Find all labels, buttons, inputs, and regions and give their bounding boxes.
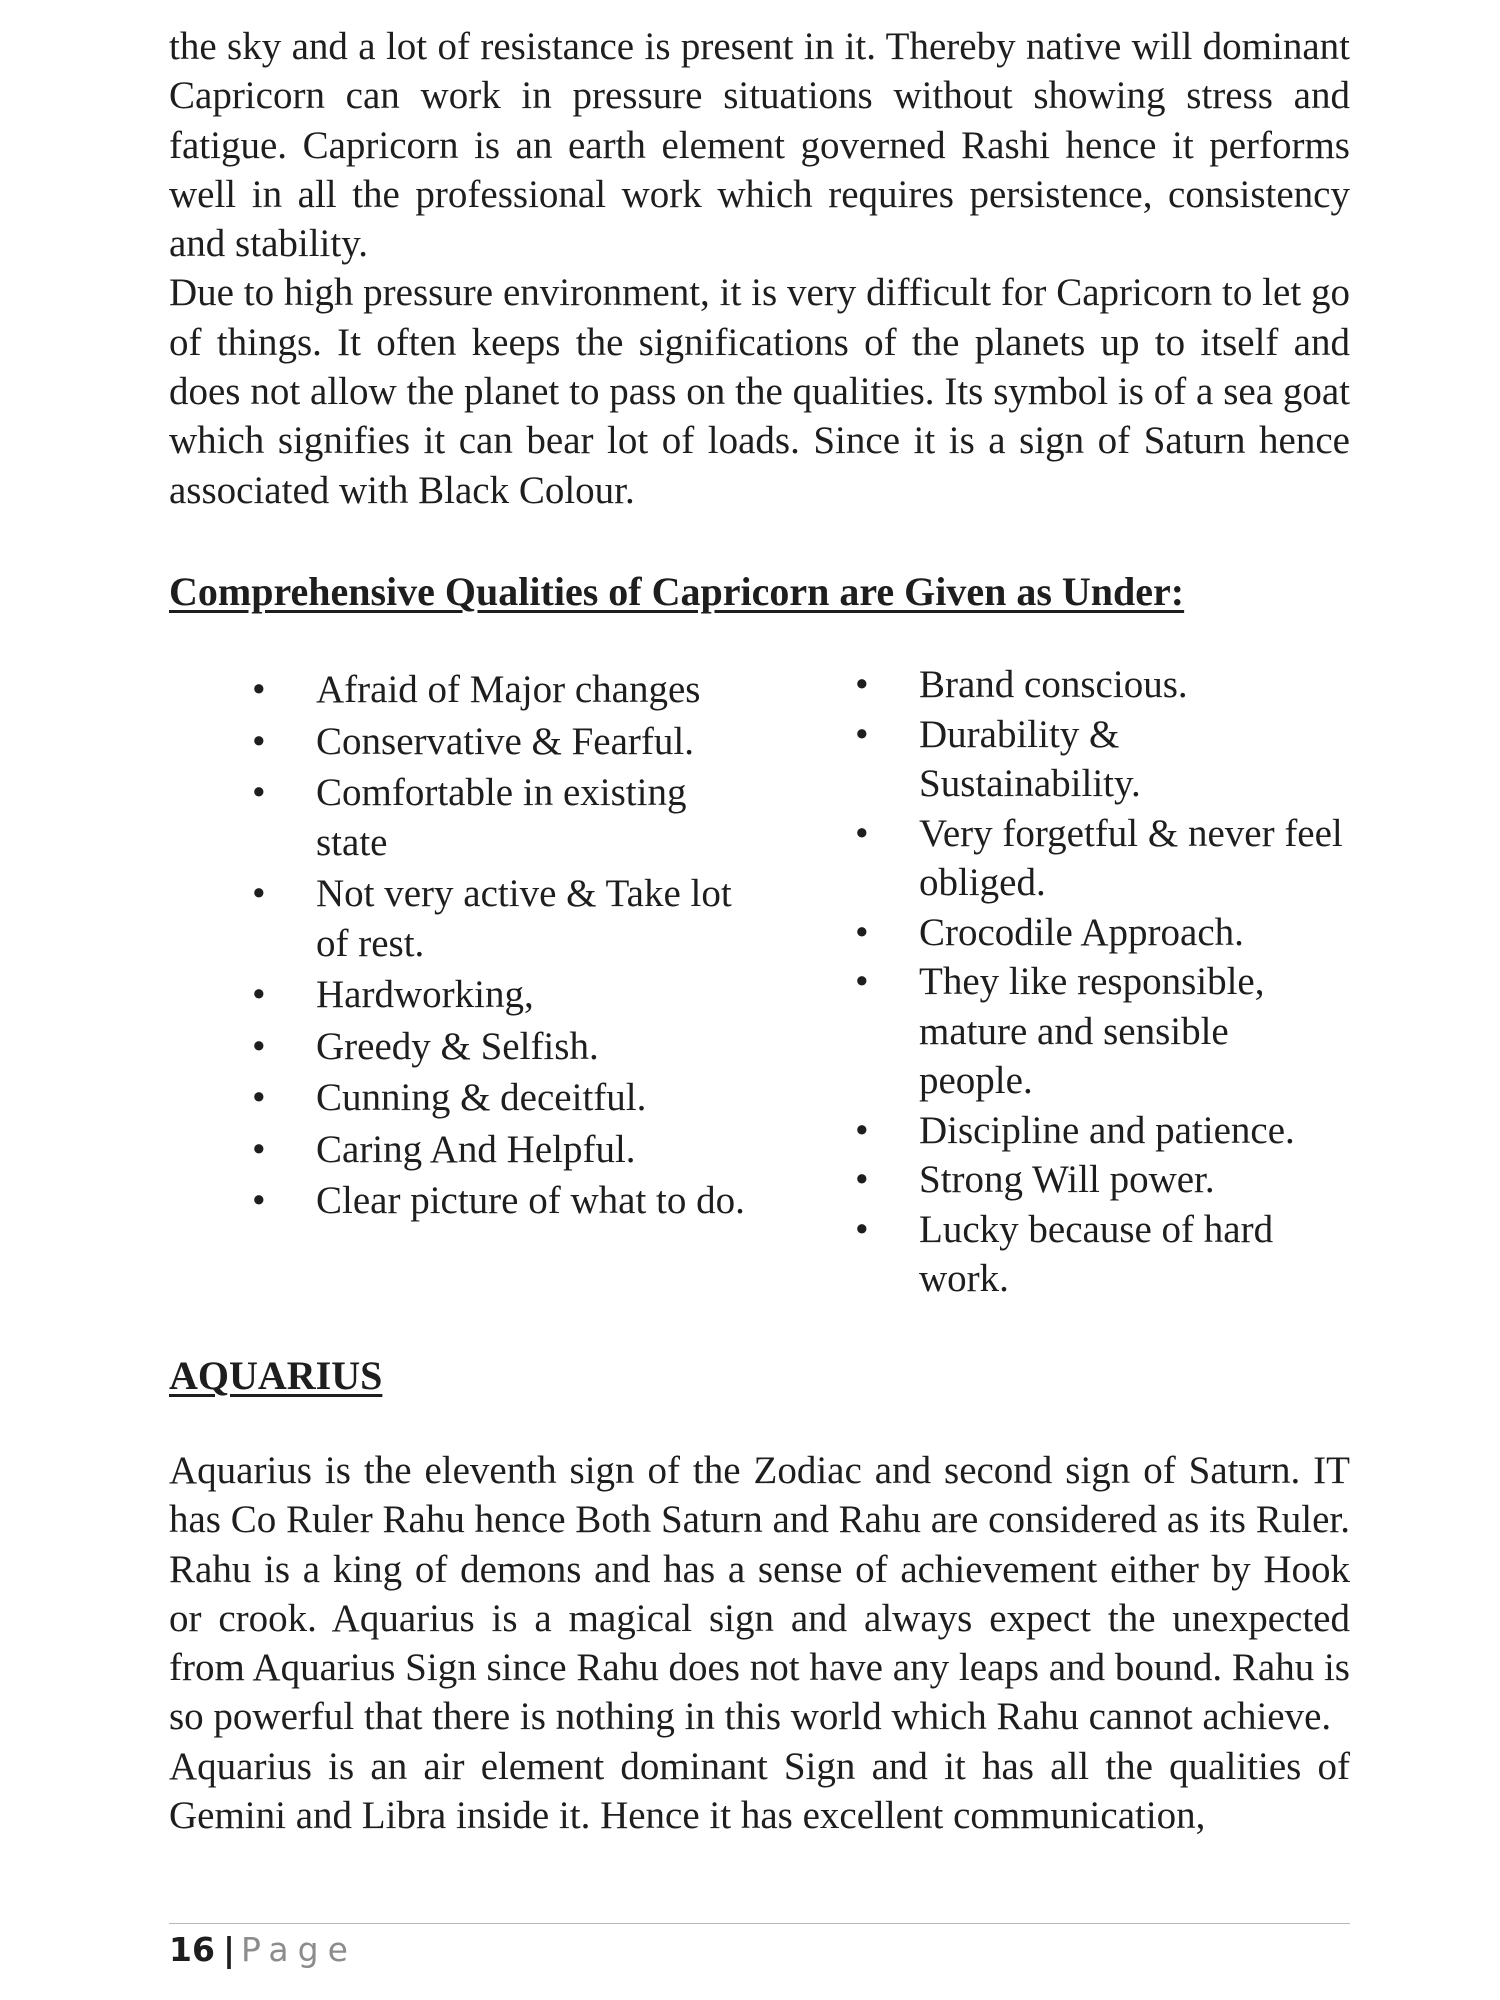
- list-item: • Brand conscious.: [919, 660, 1349, 710]
- list-item: • Greedy & Selfish.: [316, 1022, 746, 1072]
- list-item: • Afraid of Major changes: [316, 665, 746, 715]
- qualities-list-left: [316, 665, 746, 1228]
- list-item: • Crocodile Approach.: [919, 908, 1349, 958]
- aquarius-section: [169, 1446, 1350, 1840]
- capricorn-qualities-heading: Comprehensive Qualities of Capricorn are Given as Under:: [169, 569, 1185, 614]
- qualities-list-right: [919, 660, 1349, 1304]
- list-item: • Hardworking,: [316, 970, 746, 1020]
- page-footer: [169, 1930, 357, 1970]
- intro-paragraph-2: Due to high pressure environment, it is very difficult for Capricorn to let go of things. It often keeps the significations of the planets up to itself and does not allow the planet to pass on the qualities. Its symbol is of a sea goat which signifies it can bear lot of loads. Since it is a sign of Saturn hence associated with Black Colour.: [169, 271, 1350, 512]
- aquarius-heading: AQUARIUS: [169, 1353, 383, 1398]
- list-item: • Conservative & Fearful.: [316, 717, 746, 767]
- footer-separator: |: [222, 1930, 235, 1969]
- list-item: • Comfortable in existing state: [316, 768, 746, 867]
- list-item: • Discipline and patience.: [919, 1106, 1349, 1156]
- capricorn-qualities-lists: [0, 660, 1500, 1300]
- list-item: • Clear picture of what to do.: [316, 1176, 746, 1226]
- intro-paragraph-1: the sky and a lot of resistance is present in it. Thereby native will dominant Capricorn can work in pressure situations without showing stress and fatigue. Capricorn is an earth element governed Rashi hence it performs well in all the professional work which requires persistence, consistency and stability.: [169, 25, 1350, 266]
- aquarius-paragraph-1: Aquarius is the eleventh sign of the Zodiac and second sign of Saturn. IT has Co Ruler Rahu hence Both Saturn and Rahu are considered as its Ruler. Rahu is a king of demons and has a sense of achievement either by Hook or crook. Aquarius is a magical sign and always expect the unexpected from Aquarius Sign since Rahu does not have any leaps and bound. Rahu is so powerful that there is nothing in this world which Rahu cannot achieve.: [169, 1449, 1350, 1739]
- page-number: 16: [169, 1930, 215, 1969]
- list-item: • Cunning & deceitful.: [316, 1073, 746, 1123]
- footer-divider: [169, 1923, 1350, 1924]
- aquarius-paragraph-2: Aquarius is an air element dominant Sign and it has all the qualities of Gemini and Libra inside it. Hence it has excellent communication,: [169, 1744, 1350, 1838]
- page-label: Page: [241, 1930, 357, 1969]
- intro-section: [169, 22, 1350, 515]
- list-item: • They like responsible, mature and sensible people.: [919, 957, 1349, 1106]
- list-item: • Caring And Helpful.: [316, 1125, 746, 1175]
- list-item: • Lucky because of hard work.: [919, 1205, 1349, 1304]
- list-item: • Strong Will power.: [919, 1155, 1349, 1205]
- list-item: • Durability & Sustainability.: [919, 710, 1349, 809]
- list-item: • Very forgetful & never feel obliged.: [919, 809, 1349, 908]
- list-item: • Not very active & Take lot of rest.: [316, 869, 746, 968]
